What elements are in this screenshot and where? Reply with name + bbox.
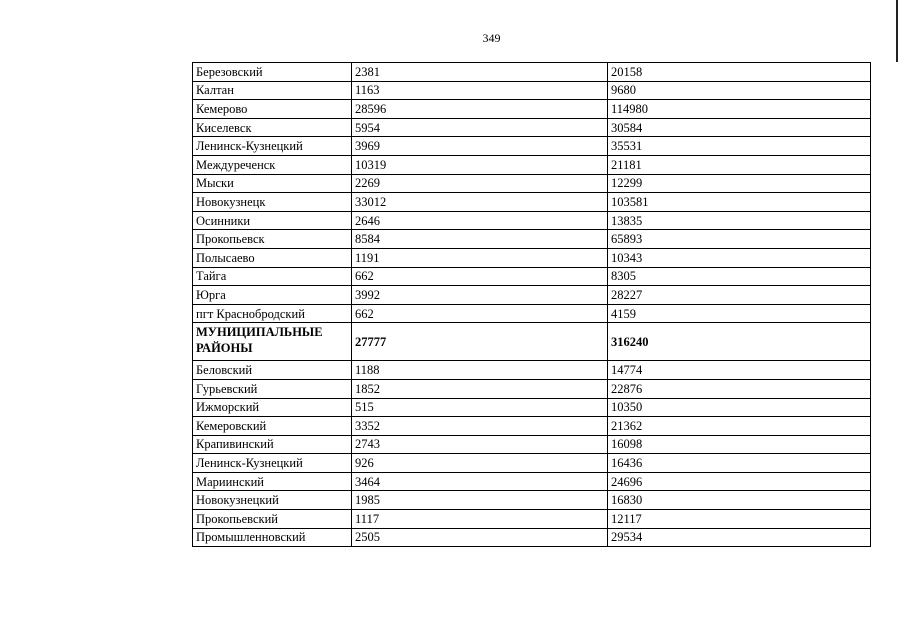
- table-row: [193, 137, 871, 156]
- table-row: [193, 230, 871, 249]
- row-name-cell: Прокопьевск: [193, 230, 352, 249]
- row-name-cell: Гурьевский: [193, 379, 352, 398]
- row-value-2-cell: 65893: [608, 230, 871, 249]
- row-name-cell: Промышленновский: [193, 528, 352, 547]
- row-value-1-cell: 5954: [352, 118, 608, 137]
- table-row: [193, 100, 871, 119]
- row-name-cell: Междуреченск: [193, 155, 352, 174]
- row-value-1-cell: 2269: [352, 174, 608, 193]
- row-value-1-cell: 2743: [352, 435, 608, 454]
- table-row: [193, 286, 871, 305]
- row-value-1-cell: 10319: [352, 155, 608, 174]
- row-name-cell: Березовский: [193, 63, 352, 82]
- table-row: [193, 211, 871, 230]
- row-value-1-cell: 3352: [352, 417, 608, 436]
- table-row: [193, 174, 871, 193]
- row-name-cell: Прокопьевский: [193, 510, 352, 529]
- row-name-cell: Мариинский: [193, 472, 352, 491]
- row-value-1-cell: 3992: [352, 286, 608, 305]
- row-value-2-cell: 16830: [608, 491, 871, 510]
- row-value-1-cell: 1852: [352, 379, 608, 398]
- row-value-2-cell: 12299: [608, 174, 871, 193]
- table-row: [193, 528, 871, 547]
- row-value-2-cell: 21181: [608, 155, 871, 174]
- table-row: [193, 398, 871, 417]
- table-row: [193, 81, 871, 100]
- row-name-cell: Киселевск: [193, 118, 352, 137]
- row-name-cell: Ижморский: [193, 398, 352, 417]
- row-value-1-cell: 515: [352, 398, 608, 417]
- row-value-2-cell: 35531: [608, 137, 871, 156]
- row-name-cell: Новокузнецк: [193, 193, 352, 212]
- row-value-2-cell: 114980: [608, 100, 871, 119]
- row-value-1-cell: 1163: [352, 81, 608, 100]
- row-name-cell: Юрга: [193, 286, 352, 305]
- row-name-cell: Новокузнецкий: [193, 491, 352, 510]
- row-value-2-cell: 29534: [608, 528, 871, 547]
- page-number: 349: [482, 31, 501, 45]
- row-value-2-cell: 12117: [608, 510, 871, 529]
- row-value-1-cell: 662: [352, 304, 608, 323]
- row-name-cell: Кемеровский: [193, 417, 352, 436]
- row-name-cell: Калтан: [193, 81, 352, 100]
- table-row: [193, 379, 871, 398]
- row-name-cell: Тайга: [193, 267, 352, 286]
- table-body: [193, 63, 871, 547]
- row-name-cell: Кемерово: [193, 100, 352, 119]
- table-row: [193, 267, 871, 286]
- row-value-1-cell: 1188: [352, 361, 608, 380]
- row-value-2-cell: 16436: [608, 454, 871, 473]
- row-value-2-cell: 4159: [608, 304, 871, 323]
- row-value-1-cell: 33012: [352, 193, 608, 212]
- table-row: [193, 491, 871, 510]
- scan-edge-line: [896, 0, 898, 62]
- row-value-1-cell: 1985: [352, 491, 608, 510]
- row-value-1-cell: 3464: [352, 472, 608, 491]
- row-value-2-cell: 10350: [608, 398, 871, 417]
- row-value-2-cell: 9680: [608, 81, 871, 100]
- row-value-1-cell: 27777: [352, 323, 608, 361]
- row-value-2-cell: 316240: [608, 323, 871, 361]
- row-value-2-cell: 16098: [608, 435, 871, 454]
- row-name-cell: Ленинск-Кузнецкий: [193, 454, 352, 473]
- table-row: [193, 435, 871, 454]
- table-row: [193, 361, 871, 380]
- row-name-cell: Ленинск-Кузнецкий: [193, 137, 352, 156]
- row-value-1-cell: 2505: [352, 528, 608, 547]
- table-row: [193, 155, 871, 174]
- row-name-cell: Беловский: [193, 361, 352, 380]
- table-row: [193, 417, 871, 436]
- table-row: [193, 304, 871, 323]
- row-value-1-cell: 3969: [352, 137, 608, 156]
- row-name-cell: Полысаево: [193, 248, 352, 267]
- row-value-1-cell: 1117: [352, 510, 608, 529]
- row-value-2-cell: 20158: [608, 63, 871, 82]
- row-value-2-cell: 22876: [608, 379, 871, 398]
- row-value-2-cell: 8305: [608, 267, 871, 286]
- row-value-1-cell: 28596: [352, 100, 608, 119]
- row-value-2-cell: 21362: [608, 417, 871, 436]
- table-row: [193, 510, 871, 529]
- table-row: [193, 193, 871, 212]
- row-name-cell: МУНИЦИПАЛЬНЫЕ РАЙОНЫ: [193, 323, 352, 361]
- table-section-row: [193, 323, 871, 361]
- row-value-1-cell: 2381: [352, 63, 608, 82]
- row-value-2-cell: 24696: [608, 472, 871, 491]
- row-name-cell: Крапивинский: [193, 435, 352, 454]
- table-row: [193, 454, 871, 473]
- row-value-2-cell: 28227: [608, 286, 871, 305]
- row-value-2-cell: 30584: [608, 118, 871, 137]
- row-name-cell: Осинники: [193, 211, 352, 230]
- row-value-2-cell: 13835: [608, 211, 871, 230]
- table-row: [193, 248, 871, 267]
- row-value-1-cell: 8584: [352, 230, 608, 249]
- row-value-2-cell: 14774: [608, 361, 871, 380]
- data-table: [192, 62, 871, 547]
- row-value-2-cell: 10343: [608, 248, 871, 267]
- table-row: [193, 63, 871, 82]
- row-value-2-cell: 103581: [608, 193, 871, 212]
- row-name-cell: Мыски: [193, 174, 352, 193]
- row-name-cell: пгт Краснобродский: [193, 304, 352, 323]
- table-row: [193, 118, 871, 137]
- row-value-1-cell: 662: [352, 267, 608, 286]
- row-value-1-cell: 1191: [352, 248, 608, 267]
- row-value-1-cell: 926: [352, 454, 608, 473]
- row-value-1-cell: 2646: [352, 211, 608, 230]
- table-row: [193, 472, 871, 491]
